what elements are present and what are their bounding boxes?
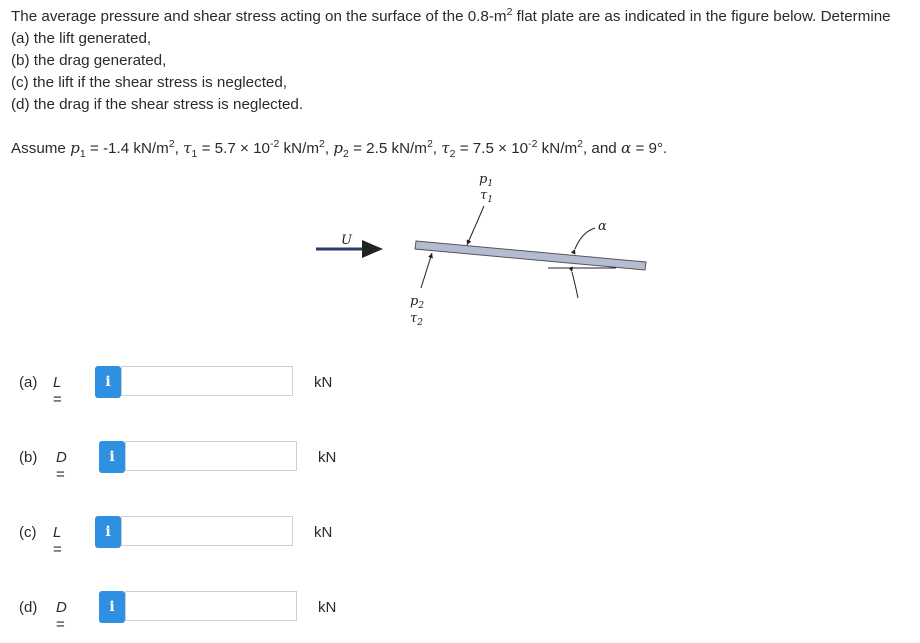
flat-plate bbox=[415, 241, 646, 270]
item-d: (d) the drag if the shear stress is neglected. bbox=[11, 96, 304, 113]
unit-label: kN bbox=[314, 524, 333, 541]
variable-label: L = bbox=[53, 374, 62, 408]
lift-no-shear-answer-input[interactable] bbox=[121, 516, 293, 546]
alpha-label: α bbox=[598, 219, 607, 234]
angle-arc bbox=[575, 228, 595, 249]
item-b: (b) the drag generated, bbox=[11, 52, 167, 69]
unit-label: kN bbox=[318, 449, 337, 466]
info-icon[interactable]: i bbox=[99, 441, 125, 473]
item-c: (c) the lift if the shear stress is neglected, bbox=[11, 74, 288, 91]
problem-statement bbox=[11, 6, 916, 116]
info-icon[interactable]: i bbox=[99, 591, 125, 623]
part-label: (c) bbox=[19, 524, 37, 541]
assumptions: Assume $p_1 = -1.4$ $kN/m^2$, $\tau_1 = 5.7 \times 10^{-2}$ $kN/m^2$, $p_2 = 2.5$ $kN/m^2$, $\tau_2 = 7.5 \times 10^{-2}$ $kN/m^2$, and α = 9°. bbox=[11, 137, 668, 161]
tau1-label: $\tau_1$ bbox=[480, 188, 493, 205]
p1-arrow bbox=[467, 206, 484, 245]
part-label: (a) bbox=[19, 374, 38, 391]
variable-label: L = bbox=[53, 524, 62, 558]
freestream-label: U bbox=[341, 233, 352, 248]
lift-answer-input[interactable] bbox=[121, 366, 293, 396]
info-icon[interactable]: i bbox=[95, 516, 121, 548]
problem-intro: The average pressure and shear stress acting on the surface of the $0.8-m^2$ flat plate are as indicated in the figure below. Determine bbox=[11, 5, 891, 25]
p2-label: $p_2$ bbox=[410, 294, 425, 311]
p1-label: $p_1$ bbox=[479, 172, 494, 189]
drag-no-shear-answer-input[interactable] bbox=[125, 591, 297, 621]
part-label: (d) bbox=[19, 599, 38, 616]
info-icon[interactable]: i bbox=[95, 366, 121, 398]
tau2-label: $\tau_2$ bbox=[410, 311, 423, 328]
variable-label: D = bbox=[56, 599, 67, 633]
unit-label: kN bbox=[314, 374, 333, 391]
angle-arc-lower bbox=[572, 272, 578, 298]
part-label: (b) bbox=[19, 449, 38, 466]
variable-label: D = bbox=[56, 449, 67, 483]
unit-label: kN bbox=[318, 599, 337, 616]
drag-answer-input[interactable] bbox=[125, 441, 297, 471]
item-a: (a) the lift generated, bbox=[11, 30, 152, 47]
p2-arrow bbox=[421, 253, 432, 288]
flat-plate-figure bbox=[300, 168, 660, 338]
